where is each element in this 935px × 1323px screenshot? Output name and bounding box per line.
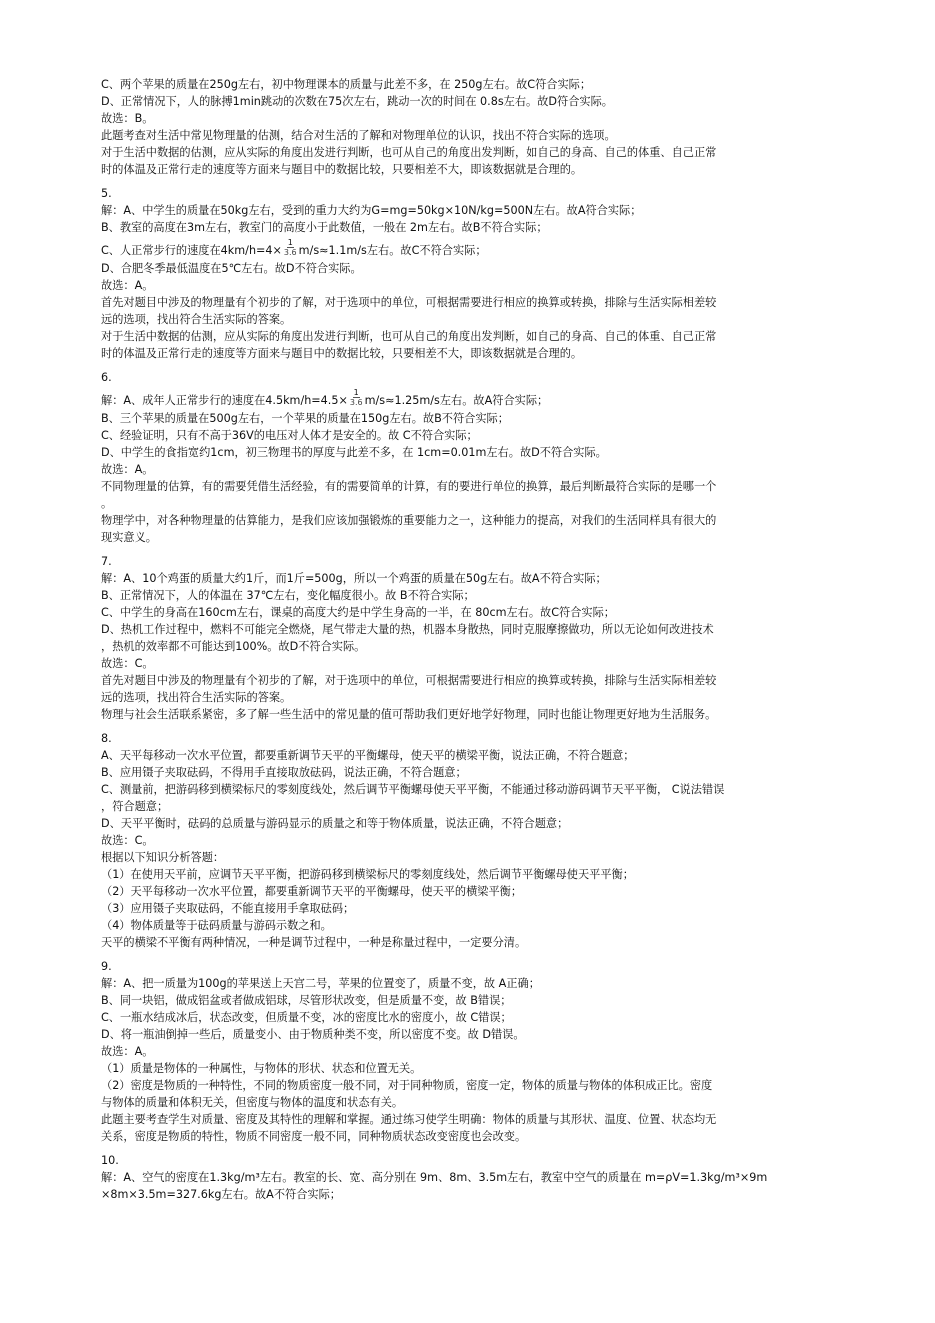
text-line: C、一瓶水结成冰后，状态改变，但质量不变，冰的密度比水的密度小，故 C错误； — [101, 1011, 512, 1024]
text-line: C、经验证明，只有不高于36V的电压对人体才是安全的。故 C不符合实际； — [101, 429, 478, 442]
text-line: C、测量前，把游码移到横梁标尺的零刻度线处，然后调节平衡螺母使天平平衡，不能通过移动游码调节天平平衡， C说法错误 — [101, 783, 725, 796]
text-line: 解：A、10个鸡蛋的质量大约1斤，而1斤=500g，所以一个鸡蛋的质量在50g左右。故A不符合实际； — [101, 572, 607, 585]
text-line: 与物体的质量和体积无关，但密度与物体的温度和状态有关。 — [101, 1096, 404, 1109]
text-line: 故选：A。 — [101, 279, 154, 292]
text-segment: m/s≈1.25m/s左右。故A符合实际； — [364, 394, 549, 407]
text-line: 9. — [101, 960, 112, 973]
text-line: D、正常情况下，人的脉搏1min跳动的次数在75次左右，跳动一次的时间在 0.8s左右。故D符合实际。 — [101, 95, 613, 108]
text-line: ，热机的效率都不可能达到100%。故D不符合实际。 — [101, 640, 366, 653]
text-line: 10. — [101, 1154, 119, 1167]
text-line: 6. — [101, 371, 112, 384]
text-line: 故选：B。 — [101, 112, 154, 125]
text-line: （1）在使用天平前，应调节天平平衡，把游码移到横梁标尺的零刻度线处，然后调节平衡螺母使天平平衡； — [101, 868, 634, 881]
text-line: B、正常情况下，人的体温在 37℃左右，变化幅度很小。故 B不符合实际； — [101, 589, 475, 602]
text-line: （3）应用镊子夹取砝码，不能直接用手拿取砝码； — [101, 902, 355, 915]
text-segment: m/s≈1.1m/s左右。故C不符合实际； — [298, 244, 487, 257]
text-line: 不同物理量的估算，有的需要凭借生活经验，有的需要简单的计算，有的要进行单位的换算，最后判断最符合实际的是哪一个 — [101, 480, 717, 493]
text-line: 对于生活中数据的估测，应从实际的角度出发进行判断，也可从自己的角度出发判断，如自己的身高、自己的体重、自己正常 — [101, 146, 717, 159]
text-line: ×8m×3.5m=327.6kg左右。故A不符合实际； — [101, 1188, 341, 1201]
text-line: 时的体温及正常行走的速度等方面来与题目中的数据比较，只要相差不大，即该数据就是合理的。 — [101, 163, 583, 176]
text-line: 远的选项，找出符合生活实际的答案。 — [101, 691, 292, 704]
text-line: C、中学生的身高在160cm左右，课桌的高度大约是中学生身高的一半，在 80cm左右。故C符合实际； — [101, 606, 615, 619]
text-line: D、天平平衡时，砝码的总质量与游码显示的质量之和等于物体质量，说法正确，不符合题意； — [101, 817, 569, 830]
text-line: B、应用镊子夹取砝码，不得用手直接取放砝码，说法正确，不符合题意； — [101, 766, 467, 779]
paragraph-gap — [101, 546, 829, 553]
fraction-numerator: 1 — [287, 237, 293, 247]
fraction — [283, 238, 298, 257]
text-line: 对于生活中数据的估测，应从实际的角度出发进行判断，也可从自己的角度出发判断，如自己的身高、自己的体重、自己正常 — [101, 330, 717, 343]
text-line: A、天平每移动一次水平位置，都要重新调节天平的平衡螺母，使天平的横梁平衡，说法正确，不符合题意； — [101, 749, 635, 762]
fraction-denominator: 3.6 — [349, 397, 363, 407]
text-line-with-fraction — [101, 386, 829, 410]
text-line: 解：A、把一质量为100g的苹果送上天宫二号，苹果的位置变了，质量不变，故 A正确； — [101, 977, 540, 990]
paragraph-gap — [101, 178, 829, 185]
text-line: （2）天平每移动一次水平位置，都要重新调节天平的平衡螺母，使天平的横梁平衡； — [101, 885, 523, 898]
text-line: （4）物体质量等于砝码质量与游码示数之和。 — [101, 919, 332, 932]
text-line: 关系，密度是物质的特性，物质不同密度一般不同，同种物质状态改变密度也会改变。 — [101, 1130, 527, 1143]
text-line: B、同一块铝，做成铝盆或者做成铝球，尽管形状改变，但是质量不变，故 B错误； — [101, 994, 512, 1007]
text-line: ，符合题意； — [101, 800, 169, 813]
text-line: 首先对题目中涉及的物理量有个初步的了解，对于选项中的单位，可根据需要进行相应的换算或转换，排除与生活实际相差较 — [101, 674, 717, 687]
text-line: 。 — [101, 497, 113, 510]
document-body — [101, 76, 829, 1203]
text-line: C、两个苹果的质量在250g左右，初中物理课本的质量与此差不多，在 250g左右。故C符合实际； — [101, 78, 592, 91]
text-segment: C、人正常步行的速度在4km/h=4× — [101, 244, 282, 257]
text-line: 故选：C。 — [101, 834, 154, 847]
paragraph-gap — [101, 362, 829, 369]
fraction-numerator: 1 — [353, 387, 359, 397]
text-line: 此题考查对生活中常见物理量的估测，结合对生活的了解和对物理单位的认识，找出不符合实际的选项。 — [101, 129, 616, 142]
text-line: 7. — [101, 555, 112, 568]
text-line: 5. — [101, 187, 112, 200]
text-line: 天平的横梁不平衡有两种情况，一种是调节过程中，一种是称量过程中，一定要分清。 — [101, 936, 527, 949]
text-line: 现实意义。 — [101, 531, 157, 544]
text-line: 远的选项，找出符合生活实际的答案。 — [101, 313, 292, 326]
text-line: 故选：C。 — [101, 657, 154, 670]
fraction — [349, 388, 364, 407]
text-line: 解：A、空气的密度在1.3kg/m³左右。教室的长、宽、高分别在 9m、8m、3.5m左右，教室中空气的质量在 m=ρV=1.3kg/m³×9m — [101, 1171, 768, 1184]
text-line: 解：A、中学生的质量在50kg左右，受到的重力大约为G=mg=50kg×10N/kg=500N左右。故A符合实际； — [101, 204, 642, 217]
text-line: B、教室的高度在3m左右，教室门的高度小于此数值，一般在 2m左右。故B不符合实际； — [101, 221, 548, 234]
paragraph-gap — [101, 723, 829, 730]
fraction-denominator: 3.6 — [283, 247, 297, 257]
text-line: 根据以下知识分析答题： — [101, 851, 225, 864]
text-line: 此题主要考查学生对质量、密度及其特性的理解和掌握。通过练习使学生明确：物体的质量与其形状、温度、位置、状态均无 — [101, 1113, 717, 1126]
text-line: 首先对题目中涉及的物理量有个初步的了解，对于选项中的单位，可根据需要进行相应的换算或转换，排除与生活实际相差较 — [101, 296, 717, 309]
text-line: （2）密度是物质的一种特性，不同的物质密度一般不同，对于同种物质，密度一定，物体的质量与物体的体积成正比。密度 — [101, 1079, 713, 1092]
text-segment: 解：A、成年人正常步行的速度在4.5km/h=4.5× — [101, 394, 348, 407]
text-line: （1）质量是物体的一种属性，与物体的形状、状态和位置无关。 — [101, 1062, 422, 1075]
text-line: 故选：A。 — [101, 463, 154, 476]
text-line: 物理与社会生活联系紧密，多了解一些生活中的常见量的值可帮助我们更好地学好物理，同时也能让物理更好地为生活服务。 — [101, 708, 717, 721]
text-line: D、热机工作过程中，燃料不可能完全燃烧，尾气带走大量的热，机器本身散热，同时克服摩擦做功，所以无论如何改进技术 — [101, 623, 714, 636]
text-line: 8. — [101, 732, 112, 745]
text-line: 故选：A。 — [101, 1045, 154, 1058]
text-line: D、中学生的食指宽约1cm，初三物理书的厚度与此差不多，在 1cm=0.01m左右。故D不符合实际。 — [101, 446, 607, 459]
text-line: 物理学中，对各种物理量的估算能力，是我们应该加强锻炼的重要能力之一，这种能力的提高，对我们的生活同样具有很大的 — [101, 514, 717, 527]
text-line: D、合肥冬季最低温度在5℃左右。故D不符合实际。 — [101, 262, 362, 275]
text-line: 时的体温及正常行走的速度等方面来与题目中的数据比较，只要相差不大，即该数据就是合理的。 — [101, 347, 583, 360]
paragraph-gap — [101, 1145, 829, 1152]
paragraph-gap — [101, 951, 829, 958]
text-line: D、将一瓶油倒掉一些后，质量变小、由于物质种类不变，所以密度不变。故 D错误。 — [101, 1028, 525, 1041]
text-line: B、三个苹果的质量在500g左右，一个苹果的质量在150g左右。故B不符合实际； — [101, 412, 509, 425]
text-line-with-fraction — [101, 236, 829, 260]
